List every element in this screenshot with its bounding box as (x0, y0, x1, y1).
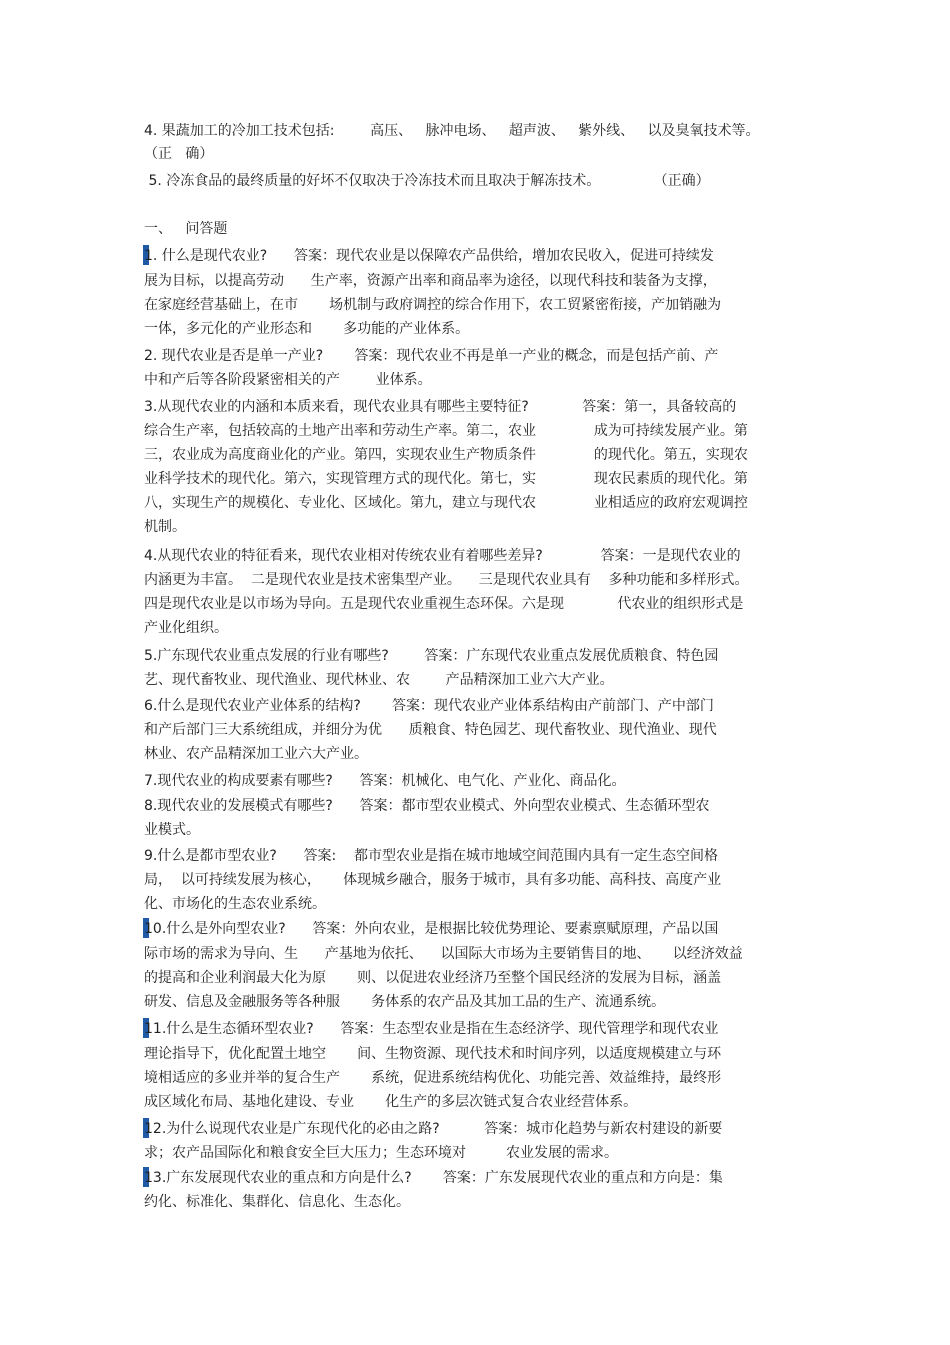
qa-line: 三，农业成为高度商业化的产业。第四，实现农业生产物质条件 的现代化。第五，实现农 (144, 447, 748, 463)
qa-line: 业科学技术的现代化。第六，实现管理方式的现代化。第七，实 现农民素质的现代化。第 (144, 471, 748, 487)
qa-line: 求；农产品国际化和粮食安全巨大压力；生态环境对 农业发展的需求。 (144, 1145, 619, 1161)
statement-line: （正 确） (144, 146, 214, 162)
statement-line: 4. 果蔬加工的冷加工技术包括: 高压、 脉冲电场、 超声波、 紫外线、 以及臭氧技术等。 (144, 123, 760, 139)
qa-line: 8.现代农业的发展模式有哪些? 答案：都市型农业模式、外向型农业模式、生态循环型农 (144, 798, 710, 814)
qa-line: 化、市场化的生态农业系统。 (144, 896, 326, 912)
qa-line: 研发、信息及金融服务等各种服 务体系的农产品及其加工品的生产、流通系统。 (144, 994, 666, 1010)
qa-line: 理论指导下，优化配置土地空 间、生物资源、现代技术和时间序列，以适度规模建立与环 (144, 1046, 722, 1062)
qa-line: 展为目标，以提高劳动 生产率，资源产出率和商品率为途径，以现代科技和装备为支撑， (144, 273, 717, 289)
qa-line: 11.什么是生态循环型农业? 答案：生态型农业是指在生态经济学、现代管理学和现代农业 (144, 1021, 719, 1037)
qa-line: 中和产后等各阶段紧密相关的产 业体系。 (144, 372, 432, 388)
qa-line: 四是现代农业是以市场为导向。五是现代农业重视生态环保。六是现 代农业的组织形式是 (144, 596, 744, 612)
qa-line: 产业化组织。 (144, 620, 228, 636)
statement-line: 5. 冷冻食品的最终质量的好坏不仅取决于冷冻技术而且取决于解冻技术。 （正确） (144, 173, 710, 189)
qa-line: 八，实现生产的规模化、专业化、区域化。第九，建立与现代农 业相适应的政府宏观调控 (144, 495, 748, 511)
qa-line: 机制。 (144, 519, 186, 535)
section-heading: 一、 问答题 (144, 221, 228, 237)
qa-line: 成区域化布局、基地化建设、专业 化生产的多层次链式复合农业经营体系。 (144, 1094, 638, 1110)
qa-line: 际市场的需求为导向、生 产基地为依托、 以国际大市场为主要销售目的地、 以经济效益 (144, 946, 743, 962)
qa-line: 2. 现代农业是否是单一产业? 答案：现代农业不再是单一产业的概念，而是包括产前、产 (144, 348, 719, 364)
qa-line: 一体，多元化的产业形态和 多功能的产业体系。 (144, 321, 470, 337)
qa-line: 林业、农产品精深加工业六大产业。 (144, 746, 368, 762)
qa-line: 6.什么是现代农业产业体系的结构? 答案：现代农业产业体系结构由产前部门、产中部门 (144, 698, 714, 714)
qa-line: 10.什么是外向型农业? 答案：外向农业，是根据比较优势理论、要素禀赋原理，产品以国 (144, 921, 719, 937)
qa-line: 4.从现代农业的特征看来，现代农业相对传统农业有着哪些差异? 答案：一是现代农业的 (144, 548, 741, 564)
qa-line: 综合生产率，包括较高的土地产出率和劳动生产率。第二，农业 成为可持续发展产业。第 (144, 423, 748, 439)
qa-line: 的提高和企业利润最大化为原 则、以促进农业经济乃至整个国民经济的发展为目标，涵盖 (144, 970, 722, 986)
qa-line: 13.广东发展现代农业的重点和方向是什么? 答案：广东发展现代农业的重点和方向是：集 (144, 1170, 723, 1186)
qa-line: 在家庭经营基础上，在市 场机制与政府调控的综合作用下，农工贸紧密衔接，产加销融为 (144, 297, 722, 313)
qa-line: 12.为什么说现代农业是广东现代化的必由之路? 答案：城市化趋势与新农村建设的新要 (144, 1121, 723, 1137)
qa-line: 3.从现代农业的内涵和本质来看，现代农业具有哪些主要特征? 答案：第一，具备较高的 (144, 399, 737, 415)
qa-line: 5.广东现代农业重点发展的行业有哪些? 答案：广东现代农业重点发展优质粮食、特色园 (144, 648, 719, 664)
qa-line: 和产后部门三大系统组成，并细分为优 质粮食、特色园艺、现代畜牧业、现代渔业、现代 (144, 722, 717, 738)
qa-line: 境相适应的多业并举的复合生产 系统，促进系统结构优化、功能完善、效益维持，最终形 (144, 1070, 722, 1086)
qa-line: 局， 以可持续发展为核心， 体现城乡融合，服务于城市，具有多功能、高科技、高度产业 (144, 872, 722, 888)
qa-line: 7.现代农业的构成要素有哪些? 答案：机械化、电气化、产业化、商品化。 (144, 773, 626, 789)
qa-line: 艺、现代畜牧业、现代渔业、现代林业、农 产品精深加工业六大产业。 (144, 672, 614, 688)
qa-line: 1. 什么是现代农业? 答案：现代农业是以保障农产品供给，增加农民收入，促进可持续发 (144, 248, 714, 264)
qa-line: 内涵更为丰富。 二是现代农业是技术密集型产业。 三是现代农业具有 多种功能和多样形式。 (144, 572, 749, 588)
qa-line: 约化、标准化、集群化、信息化、生态化。 (144, 1194, 410, 1210)
qa-line: 业模式。 (144, 822, 200, 838)
qa-line: 9.什么是都市型农业? 答案: 都市型农业是指在城市地域空间范围内具有一定生态空间格 (144, 848, 719, 864)
